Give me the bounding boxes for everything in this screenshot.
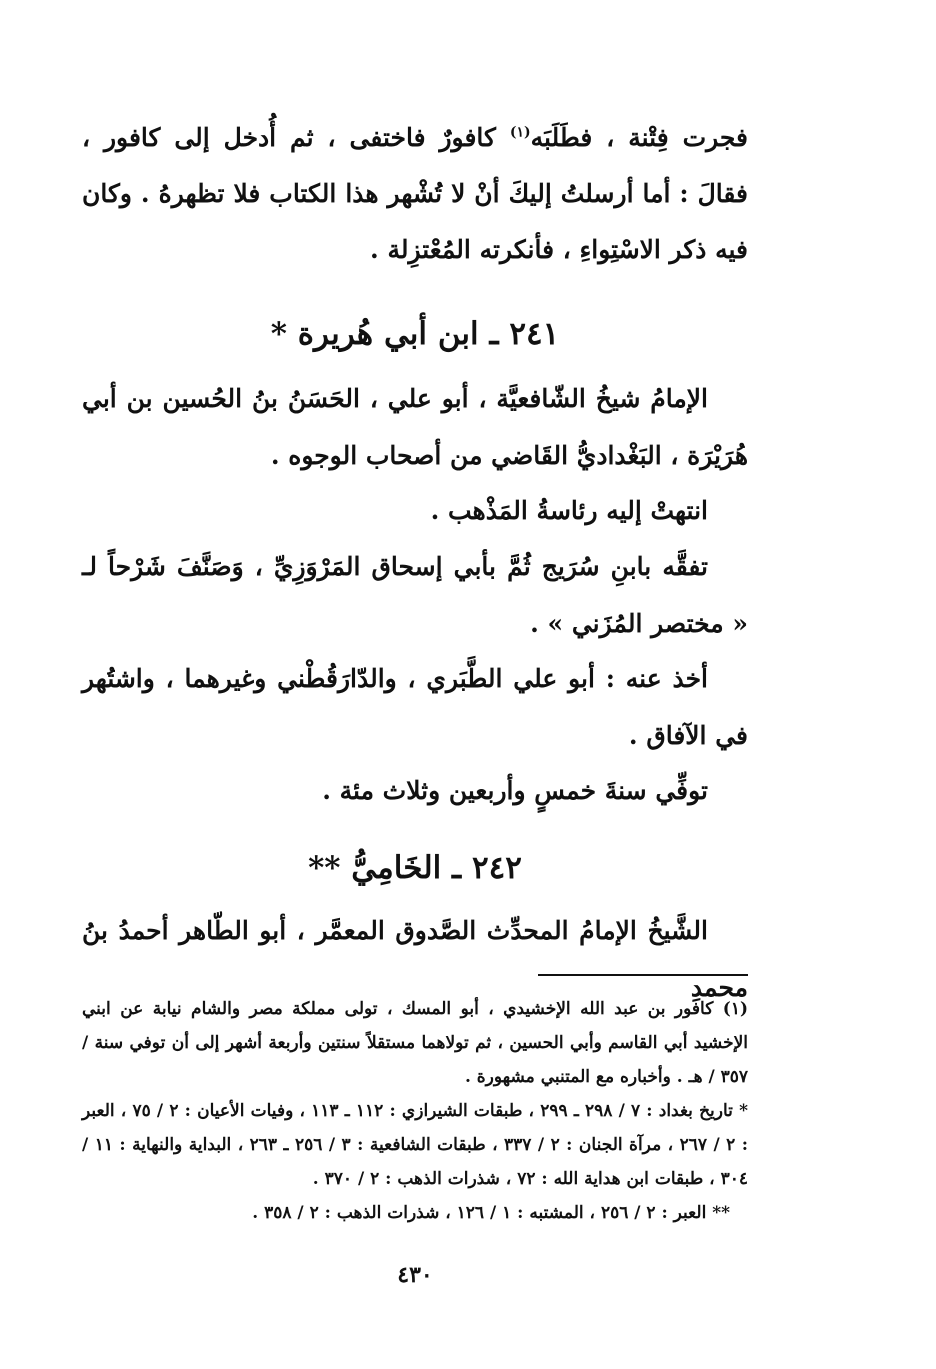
footnote-entry-241-sources: * تاريخ بغداد : ٧ / ٢٩٨ ـ ٢٩٩ ، طبقات الشيرازي : ١١٢ ـ ١١٣ ، وفيات الأعيان : ٢ / ٧٥ ، العبر : ٢ / ٢٦٧ ، مرآة الجنان : ٢ / ٣٣٧ ، طبقات الشافعية : ٣ / ٢٥٦ ـ ٢٦٣ ، البداية والنهاية : ١١ / ٣٠٤ ، طبقات ابن هداية الله : ٧٢ ، شذرات الذهب : ٢ / ٣٧٠ . [82,1101,749,1189]
entry-241-heading: ٢٤١ ـ ابن أبي هُريرة * [270,316,560,352]
book-page [82,110,748,1350]
footnote-separator [538,974,748,976]
entry-241-paragraph-3: تفقَّه بابنِ سُرَيج ثُمَّ بأبي إسحاق المَرْوَزِيِّ ، وَصَنَّفَ شَرْحاً لـ « مختصر المُزَني » . [82,552,748,638]
footnote-1: (١) كافور بن عبد الله الإخشيدي ، أبو المسك ، تولى مملكة مصر والشام نيابة عن ابني الإخشيد أبي القاسم وأبي الحسين ، ثم تولاهما مستقلاً سنتين وأربعة أشهر إلى أن توفي سنة / ٣٥٧ / هـ . وأخباره مع المتنبي مشهورة . [82,999,748,1087]
entry-241-paragraph-4: أخذ عنه : أبو علي الطَّبَري ، والدّارَقُطْني وغيرهما ، واشتُهر في الآفاق . [82,664,748,750]
intro-text-before-note: فجرت فِتْنة ، فطَلَبَه [530,123,748,152]
page-number: ٤٣٠ [397,1262,433,1288]
intro-paragraph [82,110,748,278]
entry-242-paragraph-1: الشَّيخُ الإمامُ المحدِّث الصَّدوق المعمَّر ، أبو الطّاهر أحمدُ بنُ محمدِ [82,916,748,1002]
footnote-ref-1: (١) [509,124,531,141]
entry-241-paragraph-1: الإمامُ شيخُ الشّافعيَّة ، أبو علي ، الحَسَنُ بنُ الحُسين بن أبي هُرَيْرَة ، البَغْداديُّ القَاضي من أصحاب الوجوه . [82,384,748,470]
intro-text-after-note: كافورٌ فاختفى ، ثم أُدخل إلى كافور ، فقالَ : أما أرسلتُ إليكَ أنْ لا تُشْهر هذا الكتاب فلا تظهرهُ . وكان فيه ذكر الاسْتِواءِ ، فأنكرته المُعْتزِلة . [82,123,748,264]
footnotes [82,992,748,1230]
footnote-entry-242-sources: ** العبر : ٢ / ٢٥٦ ، المشتبه : ١ / ١٢٦ ، شذرات الذهب : ٢ / ٣٥٨ . [252,1203,730,1223]
entry-242-heading: ٢٤٢ ـ الخَامِيُّ ** [308,850,522,886]
entry-241-paragraph-5: توفِّي سنةَ خمسٍ وأربعين وثلاث مئة . [322,776,708,805]
entry-241-paragraph-2: انتهتْ إليه رئاسةُ المَذْهب . [430,496,708,525]
